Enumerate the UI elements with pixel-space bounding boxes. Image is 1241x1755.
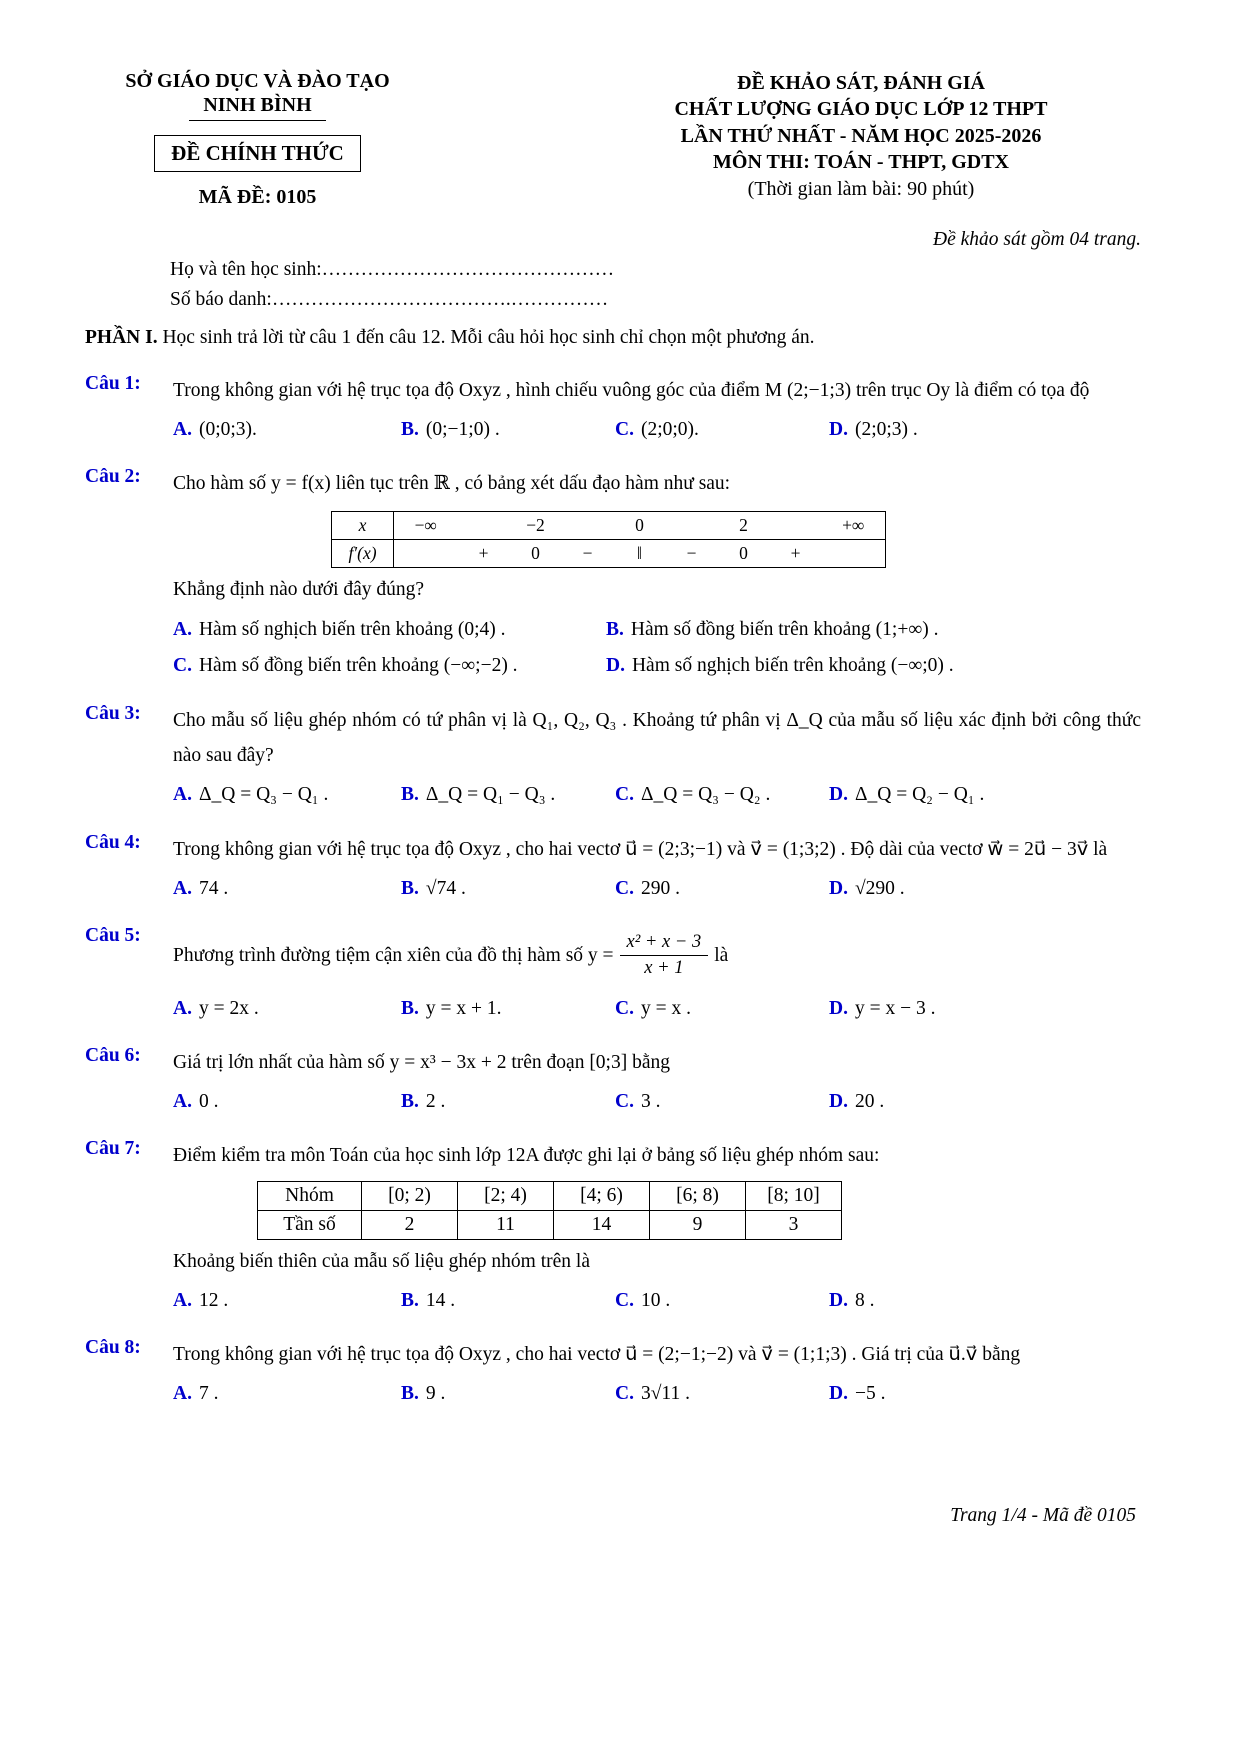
question-8-options [173,1377,1141,1411]
option [401,872,615,906]
question-3-options [173,778,1141,812]
sign-cell: −2 [510,511,562,539]
question-5-body-post: là [714,945,729,967]
option-key: D. [829,997,848,1019]
option-text: Δ_Q = Q₃ − Q₂ . [640,784,771,806]
option-key: B. [606,619,624,641]
sign-cell [770,511,822,539]
option-key: B. [401,1090,419,1112]
option [606,612,1141,648]
option [401,778,615,812]
option [173,778,401,812]
question-5-body [173,925,1141,987]
option-key: A. [173,1383,192,1405]
option [829,992,1141,1026]
part1-text: Học sinh trả lời từ câu 1 đến câu 12. Mỗi câu hỏi học sinh chỉ chọn một phương án. [162,327,815,349]
sign-cell: 2 [718,511,770,539]
option-key: B. [401,877,419,899]
option-key: A. [173,1090,192,1112]
question-2-body: Cho hàm số y = f(x) liên tục trên ℝ , có bảng xét dấu đạo hàm như sau: [173,472,731,494]
header-left [85,70,430,209]
option-key: C. [615,1383,634,1405]
option-key: B. [401,784,419,806]
option-key: D. [829,418,848,440]
sign-cell: −∞ [394,511,458,539]
option [173,872,401,906]
table-cell: 2 [362,1211,458,1240]
option [615,1085,829,1119]
option [401,1377,615,1411]
option [173,1085,401,1119]
option [173,1377,401,1411]
question-7 [85,1138,1141,1318]
part1-label: PHẦN I. [85,327,158,349]
sign-cell: ‖ [637,542,642,563]
option-key: A. [173,784,192,806]
option [829,872,1141,906]
sign-cell: +∞ [822,511,886,539]
option [401,992,615,1026]
page-footer: Trang 1/4 - Mã đề 0105 [950,1505,1136,1526]
question-6 [85,1045,1141,1119]
exam-title-line2: CHẤT LƯỢNG GIÁO DỤC LỚP 12 THPT [674,98,1048,121]
option-text: Hàm số đồng biến trên khoảng (−∞;−2) . [198,655,518,677]
option-text: (0;−1;0) . [425,418,500,440]
sign-cell: 0 [739,542,748,563]
question-4-body: Trong không gian với hệ trục tọa độ Oxyz , cho hai vectơ u⃗ = (2;3;−1) và v⃗ = (1;3;2) . Độ dài của vectơ w⃗ = 2u⃗ − 3v⃗ là [173,838,1108,860]
option [401,1085,615,1119]
sign-cell: x [332,511,394,539]
option-text: 10 . [640,1290,671,1312]
option [615,992,829,1026]
option [173,612,606,648]
option-key: C. [615,997,634,1019]
student-name-line: Họ và tên học sinh:……………………………………… [170,259,615,280]
question-1-body: Trong không gian với hệ trục tọa độ Oxyz , hình chiếu vuông góc của điểm M (2;−1;3) trên trục Oy là điểm có tọa độ [173,379,1090,401]
table-cell: Tần số [258,1211,362,1240]
option-key: C. [615,418,634,440]
option-text: Δ_Q = Q₂ − Q₁ . [854,784,985,806]
sign-cell: f′(x) [332,539,394,567]
option-text: 8 . [854,1290,875,1312]
header [85,70,1141,209]
sign-table [331,511,886,568]
table-cell: [4; 6) [554,1182,650,1211]
option [173,992,401,1026]
question-8-label: Câu 8: [85,1337,141,1359]
option-key: D. [829,877,848,899]
sign-cell [666,511,718,539]
option-key: D. [829,1090,848,1112]
sign-cell: + [478,542,489,563]
option-key: C. [615,784,634,806]
question-6-options [173,1085,1141,1119]
question-4-label: Câu 4: [85,831,141,853]
option [829,1284,1141,1318]
question-5-body-pre: Phương trình đường tiệm cận xiên của đồ thị hàm số y = [173,945,614,967]
option-key: A. [173,877,192,899]
option-key: C. [615,1090,634,1112]
question-2-options [173,612,1141,684]
question-4-options [173,872,1141,906]
option-key: B. [401,1290,419,1312]
option-text: 3 . [640,1090,661,1112]
option [829,1085,1141,1119]
option-key: A. [173,619,192,641]
student-id-line: Số báo danh:……………………………….…………… [170,289,609,311]
pages-note: Đề khảo sát gồm 04 trang. [933,229,1141,250]
table-cell: Nhóm [258,1182,362,1211]
option-key: A. [173,997,192,1019]
option-key: C. [615,1290,634,1312]
option-text: 20 . [854,1090,885,1112]
sign-cell: − [686,542,697,563]
option-text: √290 . [854,877,905,899]
table-cell: [0; 2) [362,1182,458,1211]
option-key: C. [615,877,634,899]
department-name: SỞ GIÁO DỤC VÀ ĐÀO TẠO [125,70,390,92]
option-key: B. [401,1383,419,1405]
option [401,1284,615,1318]
option [606,648,1141,684]
frequency-table-counts-row [258,1211,842,1240]
sign-cell [822,539,886,567]
exam-code: MÃ ĐỀ: 0105 [198,186,317,208]
sign-cell [394,539,458,567]
option-text: Hàm số nghịch biến trên khoảng (0;4) . [198,619,506,641]
question-4 [85,832,1141,906]
table-cell: 14 [554,1211,650,1240]
question-3-body: Cho mẫu số liệu ghép nhóm có tứ phân vị là Q₁, Q₂, Q₃ . Khoảng tứ phân vị Δ_Q của mẫu số liệu xác định bởi công thức nào sau đây? [173,710,1141,767]
option-key: D. [829,1383,848,1405]
option-text: 9 . [425,1383,446,1405]
question-2-label: Câu 2: [85,465,141,487]
option-text: (2;0;0). [640,418,699,440]
exam-duration: (Thời gian làm bài: 90 phút) [747,177,975,200]
option-text: (2;0;3) . [854,418,918,440]
option [829,1377,1141,1411]
option-key: C. [173,655,192,677]
question-1 [85,373,1141,447]
option [829,413,1141,447]
part1-heading [85,323,1141,353]
table-cell: 3 [746,1211,842,1240]
option [615,872,829,906]
option-key: D. [606,655,625,677]
exam-subject: MÔN THI: TOÁN - THPT, GDTX [713,151,1009,174]
option [829,778,1141,812]
exam-title-line1: ĐỀ KHẢO SÁT, ĐÁNH GIÁ [737,72,985,94]
table-cell: 11 [458,1211,554,1240]
question-3 [85,703,1141,812]
option [615,778,829,812]
header-right [581,70,1141,209]
option-text: 74 . [198,877,229,899]
question-7-body: Điểm kiểm tra môn Toán của học sinh lớp 12A được ghi lại ở bảng số liệu ghép nhóm sau: [173,1145,880,1167]
option-text: y = x . [640,997,691,1019]
question-1-options [173,413,1141,447]
option-key: B. [401,418,419,440]
option-key: B. [401,997,419,1019]
sign-cell: − [582,542,593,563]
option-text: Hàm số đồng biến trên khoảng (1;+∞) . [630,619,939,641]
option-text: 7 . [198,1383,219,1405]
option-text: Δ_Q = Q₁ − Q₃ . [425,784,556,806]
option-key: A. [173,1290,192,1312]
option [173,648,606,684]
question-7-label: Câu 7: [85,1138,141,1160]
option-text: (0;0;3). [198,418,257,440]
option-text: 12 . [198,1290,229,1312]
option-text: 290 . [640,877,680,899]
option [401,413,615,447]
option-text: 3√11 . [640,1383,690,1405]
option-text: 2 . [425,1090,446,1112]
question-8 [85,1337,1141,1411]
province-name: NINH BÌNH [189,93,325,121]
sign-table-row-fprime [332,539,886,567]
sign-cell [458,511,510,539]
fraction-denominator: x + 1 [644,958,684,979]
option-text: 0 . [198,1090,219,1112]
fraction [620,931,709,980]
fraction-numerator: x² + x − 3 [620,931,709,956]
table-cell: [8; 10] [746,1182,842,1211]
question-1-label: Câu 1: [85,372,141,394]
table-cell: 9 [650,1211,746,1240]
option [173,1284,401,1318]
question-5-options [173,992,1141,1026]
table-cell: [2; 4) [458,1182,554,1211]
option-text: y = 2x . [198,997,259,1019]
option [615,413,829,447]
option-text: y = x + 1. [425,997,502,1019]
table-cell: [6; 8) [650,1182,746,1211]
question-8-body: Trong không gian với hệ trục tọa độ Oxyz , cho hai vectơ u⃗ = (2;−1;−2) và v⃗ = (1;1;3) . Giá trị của u⃗.v⃗ bằng [173,1344,1021,1366]
option [173,413,401,447]
option-text: Hàm số nghịch biến trên khoảng (−∞;0) . [631,655,954,677]
question-5-label: Câu 5: [85,924,141,946]
option-key: D. [829,784,848,806]
option-text: y = x − 3 . [854,997,936,1019]
question-2 [85,466,1141,684]
option-text: 14 . [425,1290,456,1312]
official-exam-box: ĐỀ CHÍNH THỨC [154,135,361,172]
option [615,1284,829,1318]
option-text: −5 . [854,1383,886,1405]
option-key: A. [173,418,192,440]
question-6-label: Câu 6: [85,1044,141,1066]
question-7-body2: Khoảng biến thiên của mẫu số liệu ghép nhóm trên là [173,1251,590,1273]
question-6-body: Giá trị lớn nhất của hàm số y = x³ − 3x + 2 trên đoạn [0;3] bằng [173,1051,671,1073]
option-text: √74 . [425,877,466,899]
sign-cell: 0 [614,511,666,539]
frequency-table-groups-row [258,1182,842,1211]
question-3-label: Câu 3: [85,703,141,725]
question-5 [85,925,1141,1026]
frequency-table [257,1181,842,1240]
option [615,1377,829,1411]
option-key: D. [829,1290,848,1312]
question-7-options [173,1284,1141,1318]
sign-cell [562,511,614,539]
exam-title-line3: LẦN THỨ NHẤT - NĂM HỌC 2025-2026 [680,124,1042,147]
sign-table-row-x [332,511,886,539]
sign-cell: + [790,542,801,563]
sign-cell: 0 [531,542,540,563]
question-2-body2: Khẳng định nào dưới đây đúng? [173,578,425,600]
option-text: Δ_Q = Q₃ − Q₁ . [198,784,329,806]
